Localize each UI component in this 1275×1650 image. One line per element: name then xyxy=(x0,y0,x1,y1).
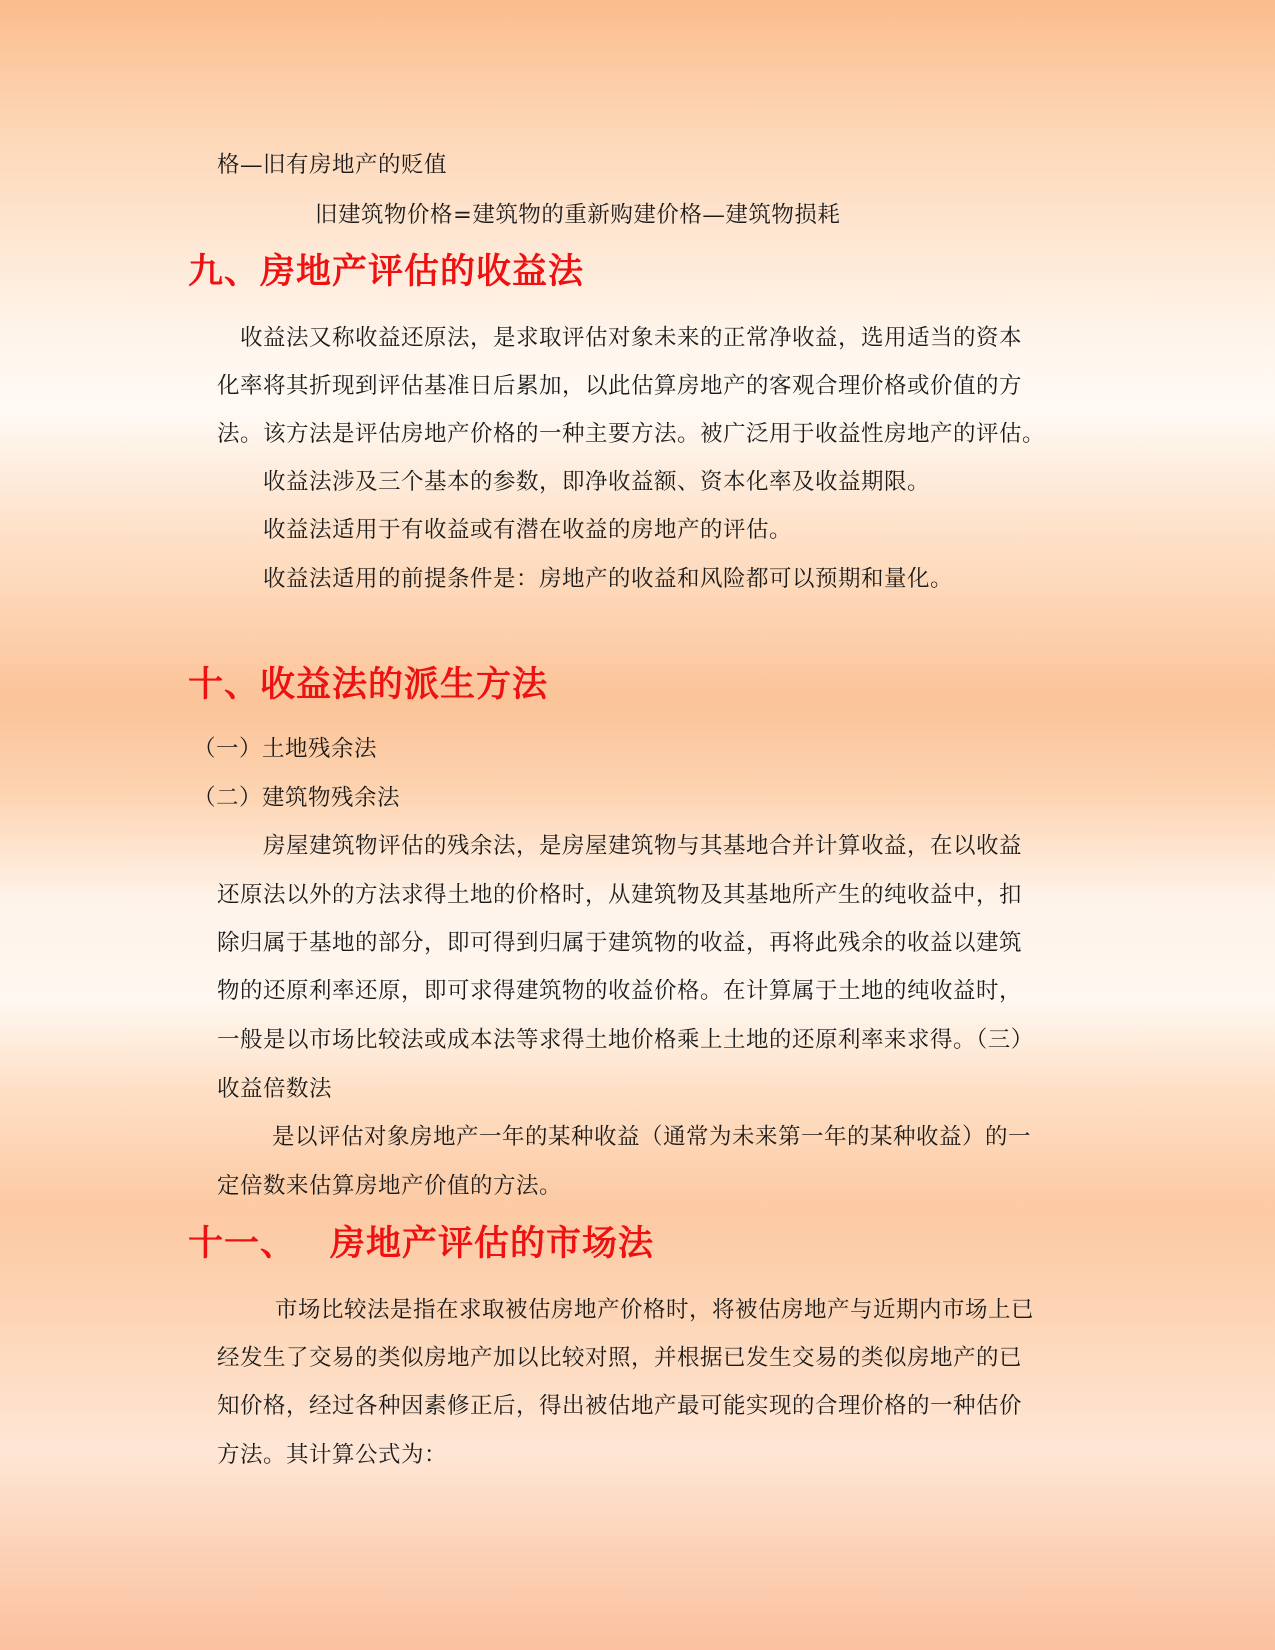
paragraph-line: 物的还原利率还原，即可求得建筑物的收益价格。在计算属于土地的纯收益时， xyxy=(217,978,1023,1004)
paragraph-line: 法。该方法是评估房地产价格的一种主要方法。被广泛用于收益性房地产的评估。 xyxy=(217,421,1046,447)
paragraph-line: 收益法适用的前提条件是：房地产的收益和风险都可以预期和量化。 xyxy=(263,566,954,592)
paragraph-line: 收益法又称收益还原法，是求取评估对象未来的正常净收益，选用适当的资本 xyxy=(240,325,1023,351)
list-item: （一）土地残余法 xyxy=(193,736,378,762)
paragraph-line: 经发生了交易的类似房地产加以比较对照，并根据已发生交易的类似房地产的已 xyxy=(217,1345,1023,1371)
formula-line: 旧建筑物价格=建筑物的重新购建价格—建筑物损耗 xyxy=(315,202,841,228)
paragraph-line: 除归属于基地的部分，即可得到归属于建筑物的收益，再将此残余的收益以建筑 xyxy=(217,930,1023,956)
paragraph-line: 知价格，经过各种因素修正后，得出被估地产最可能实现的合理价格的一种估价 xyxy=(217,1393,1023,1419)
paragraph-line: 收益法涉及三个基本的参数，即净收益额、资本化率及收益期限。 xyxy=(263,469,931,495)
section-11-heading xyxy=(188,1222,654,1266)
paragraph-line: 还原法以外的方法求得土地的价格时，从建筑物及其基地所产生的纯收益中，扣 xyxy=(217,882,1023,908)
paragraph-line: 是以评估对象房地产一年的某种收益（通常为未来第一年的某种收益）的一 xyxy=(272,1124,1032,1150)
paragraph-line: 房屋建筑物评估的残余法，是房屋建筑物与其基地合并计算收益，在以收益 xyxy=(263,833,1023,859)
text-line: 格—旧有房地产的贬值 xyxy=(217,152,448,178)
paragraph-line: 收益法适用于有收益或有潜在收益的房地产的评估。 xyxy=(263,517,793,543)
paragraph-line: 一般是以市场比较法或成本法等求得土地价格乘上土地的还原利率来求得。（三） xyxy=(217,1027,1034,1053)
paragraph-line: 定倍数来估算房地产价值的方法。 xyxy=(217,1173,563,1199)
paragraph-line: 收益倍数法 xyxy=(217,1076,333,1102)
section-11-heading-text: 房地产评估的市场法 xyxy=(330,1224,655,1264)
paragraph-line: 方法。其计算公式为： xyxy=(217,1442,448,1468)
section-11-heading-number: 十一、 xyxy=(188,1224,297,1264)
paragraph-line: 化率将其折现到评估基准日后累加，以此估算房地产的客观合理价格或价值的方 xyxy=(217,373,1023,399)
section-9-heading: 九、房地产评估的收益法 xyxy=(188,252,585,292)
paragraph-line: 市场比较法是指在求取被估房地产价格时，将被估房地产与近期内市场上已 xyxy=(275,1297,1035,1323)
list-item: （二）建筑物残余法 xyxy=(193,785,401,811)
section-10-heading: 十、收益法的派生方法 xyxy=(188,665,549,705)
